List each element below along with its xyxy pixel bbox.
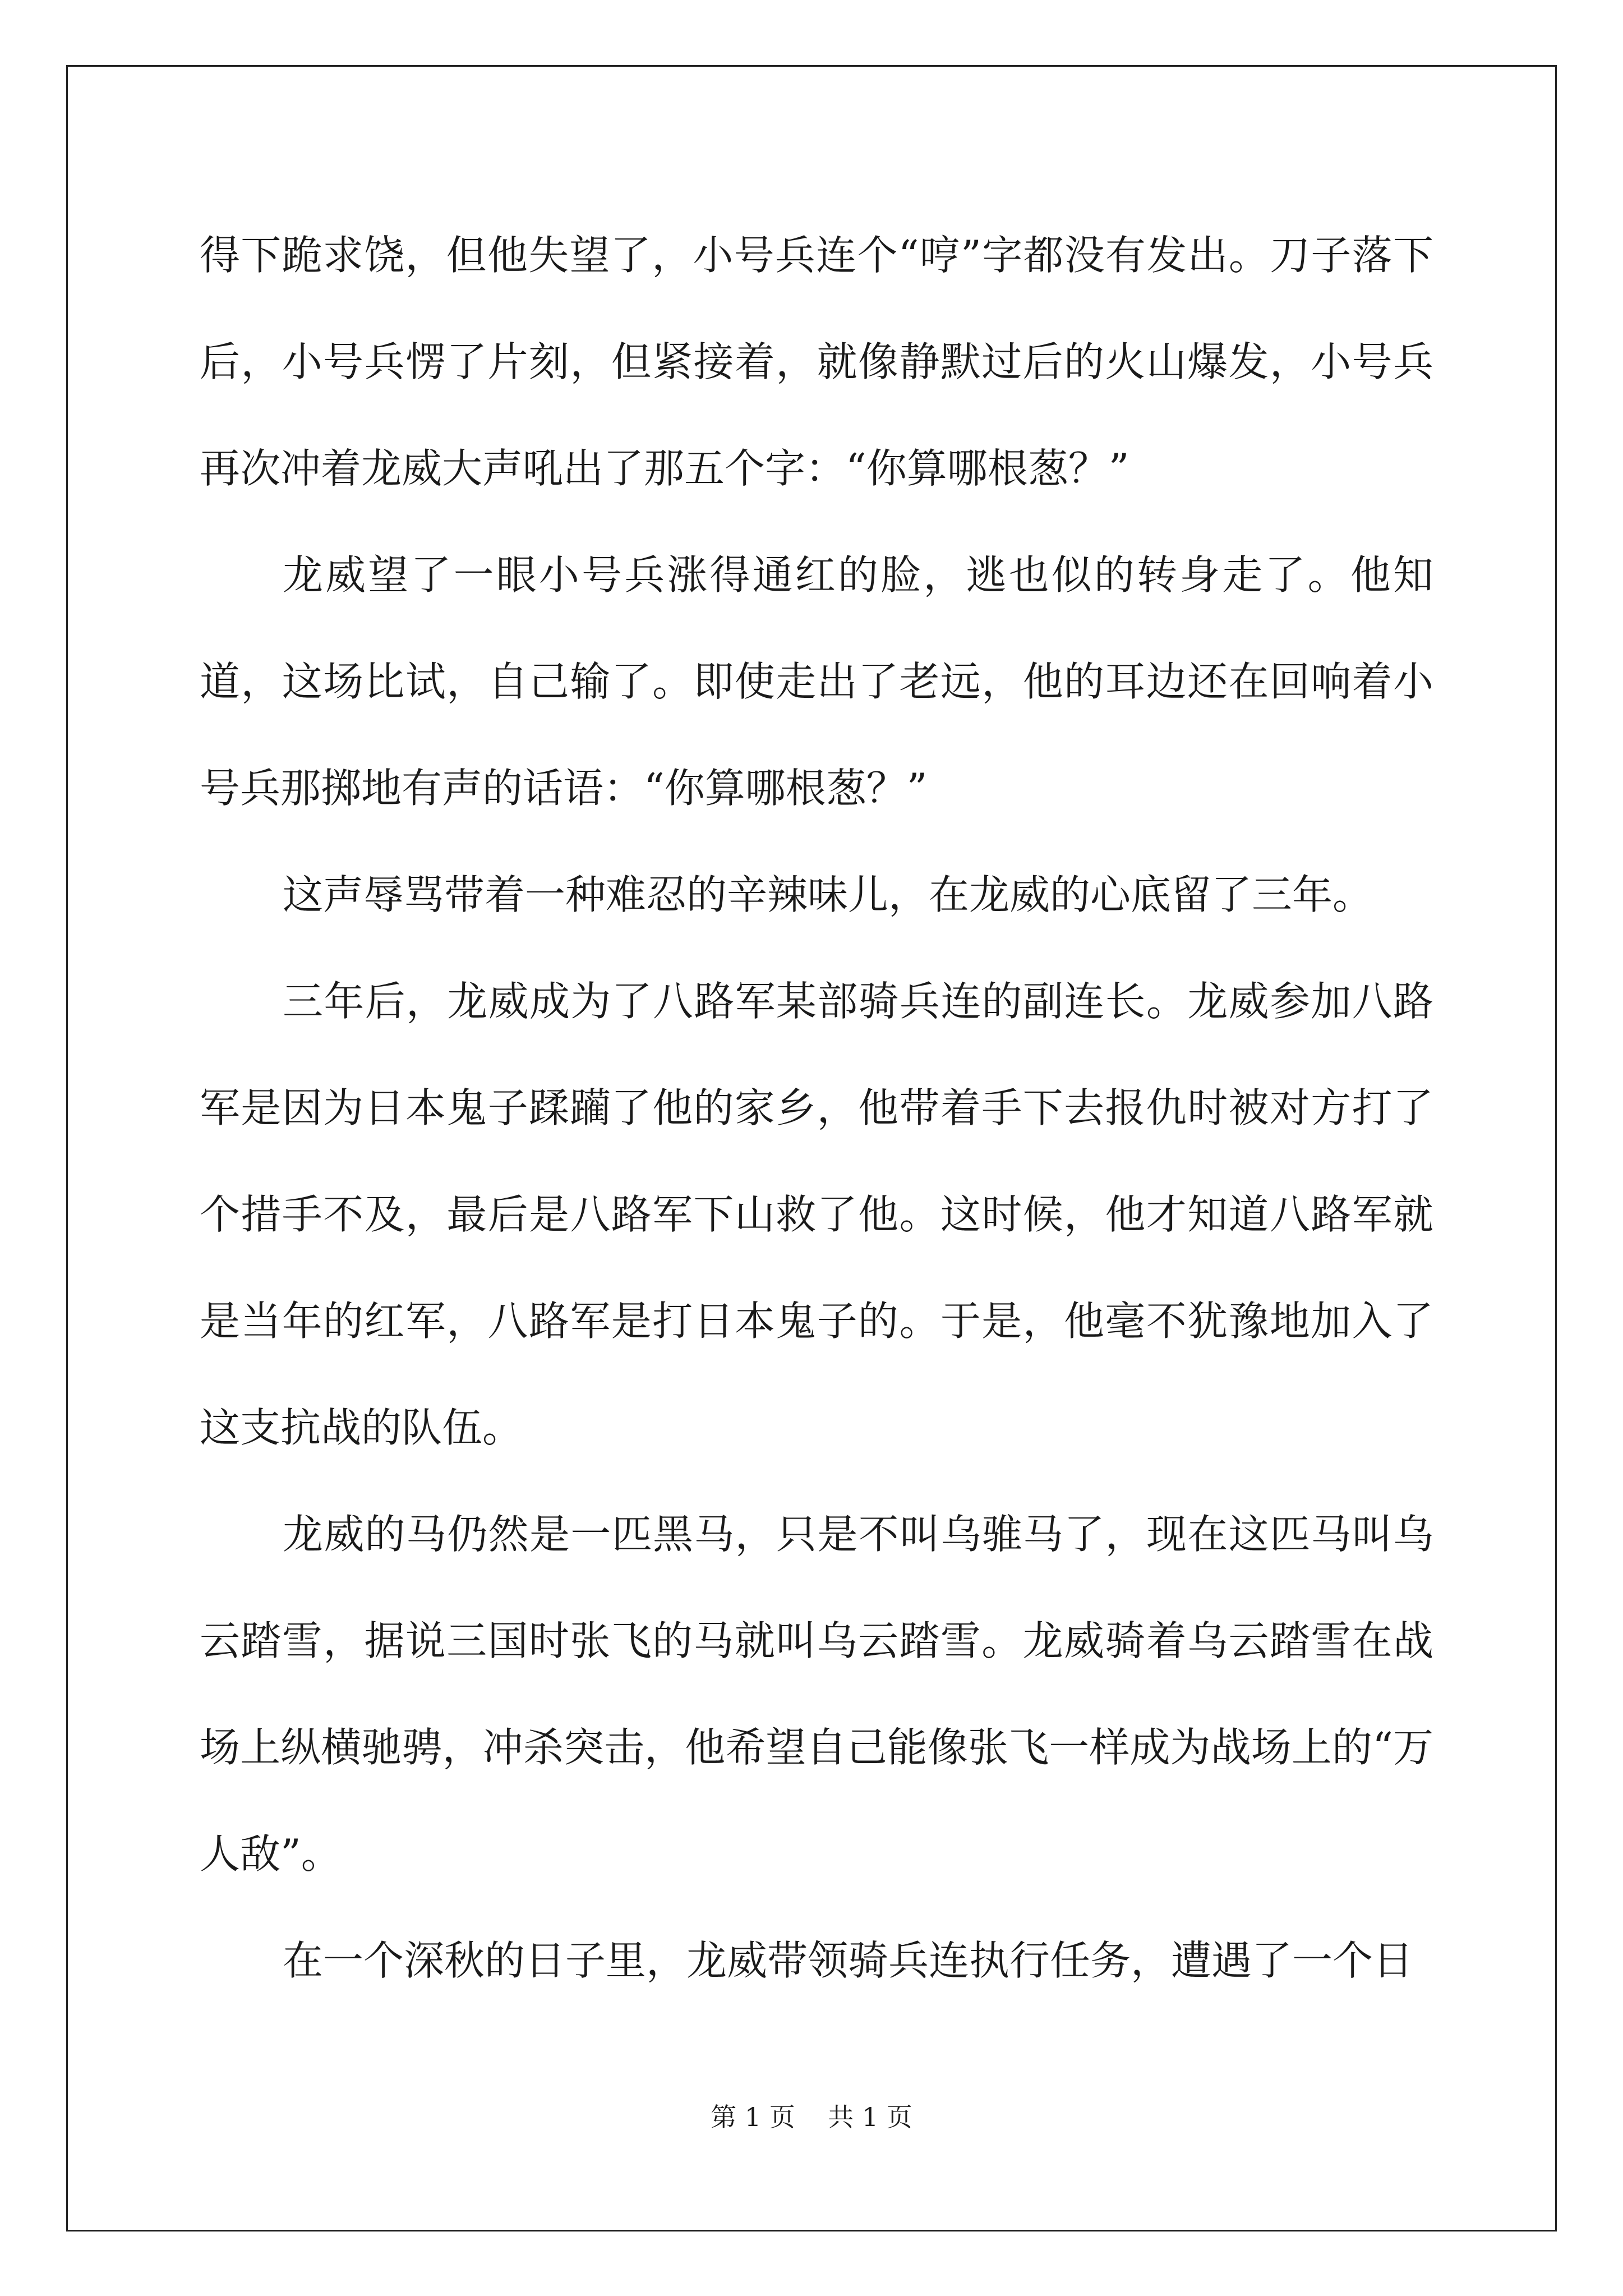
paragraph-4: 三年后，龙威成为了八路军某部骑兵连的副连长。龙威参加八路军是因为日本鬼子蹂躏了他的家乡，他带着手下去报仇时被对方打了个措手不及，最后是八路军下山救了他。这时候，他才知道八路军就是当年的红军，八路军是打日本鬼子的。于是，他毫不犹豫地加入了这支抗战的队伍。: [200, 978, 1433, 1451]
paragraph-3: 这声辱骂带着一种难忍的辛辣味儿，在龙威的心底留了三年。: [283, 871, 1373, 918]
paragraph-6: 在一个深秋的日子里，龙威带领骑兵连执行任务，遭遇了一个日: [283, 1937, 1414, 1984]
paragraph-2: 龙威望了一眼小号兵涨得通红的脸，逃也似的转身走了。他知道，这场比试，自己输了。即使走出了老远，他的耳边还在回响着小号兵那掷地有声的话语：“你算哪根葱？”: [200, 551, 1433, 812]
page-footer: 第 1 页 共 1 页: [711, 2102, 912, 2132]
paragraph-5: 龙威的马仍然是一匹黑马，只是不叫乌骓马了，现在这匹马叫乌云踏雪，据说三国时张飞的马就叫乌云踏雪。龙威骑着乌云踏雪在战场上纵横驰骋，冲杀突击，他希望自己能像张飞一样成为战场上的“万人敌”。: [200, 1511, 1433, 1878]
document-body: [200, 202, 1433, 2014]
paragraph-1: 得下跪求饶，但他失望了，小号兵连个“哼”字都没有发出。刀子落下后，小号兵愣了片刻，但紧接着，就像静默过后的火山爆发，小号兵再次冲着龙威大声吼出了那五个字：“你算哪根葱？”: [200, 232, 1433, 492]
